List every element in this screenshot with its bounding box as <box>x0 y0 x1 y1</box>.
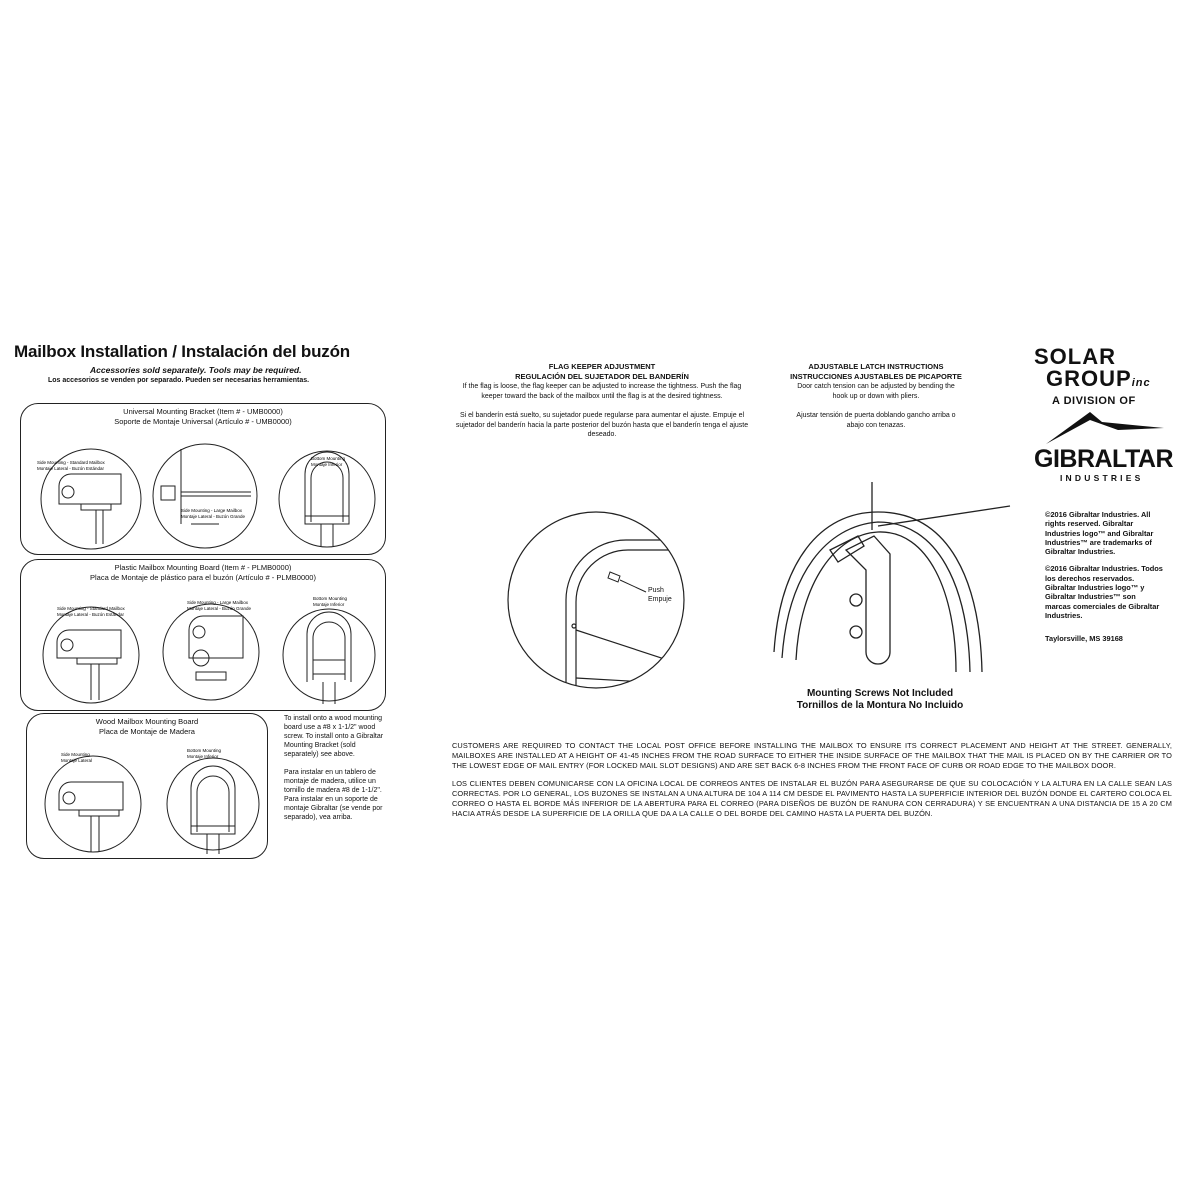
universal-bracket-illustration <box>21 404 385 554</box>
solar-group-logo <box>1034 346 1194 408</box>
svg-text:Montaje Lateral - Buzón Estánd: Montaje Lateral - Buzón Estándar <box>37 466 105 471</box>
svg-text:Bottom Mounting: Bottom Mounting <box>311 456 346 461</box>
subtitle-es: Los accesorios se venden por separado. Pueden ser necesarias herramientas. <box>48 377 310 384</box>
flag-keeper-heading-es: REGULACIÓN DEL SUJETADOR DEL BANDERÍN <box>515 371 689 381</box>
latch-diagram <box>760 482 1020 682</box>
panel-title-es: Placa de Montaje de Madera <box>99 727 195 736</box>
inc-text: inc <box>1131 377 1151 389</box>
group-text: GROUP <box>1046 366 1132 391</box>
legal-location: Taylorsville, MS 39168 <box>1045 634 1123 644</box>
placement-notice-en: CUSTOMERS ARE REQUIRED TO CONTACT THE LOCAL POST OFFICE BEFORE INSTALLING THE MAILBOX TO ENSURE ITS CORRECT PLACEMENT AND HEIGHT AT THE STREET. GENERALLY, MAILBOXES ARE INSTALLED AT A HEIGHT OF 41-45 INCHES FROM THE ROAD SURFACE TO EITHER THE INSIDE SURFACE OF THE MAILBOX THAT THE MAIL IS PLACED ON BY THE CARRIER OR TO THE LOWEST EDGE OF MAIL ENTRY (FOR LOCKED MAIL SLOT DESIGNS) AND ARE SET BACK 6-8 INCHES FROM THE FRONT FACE OF CURB OR ROAD EDGE TO THE MAILBOX DOOR. <box>452 741 1172 771</box>
svg-text:Bottom Mounting: Bottom Mounting <box>313 596 348 601</box>
plastic-board-illustration <box>21 560 385 710</box>
latch-body-es: Ajustar tensión de puerta doblando gancho arriba o abajo con tenazas. <box>796 412 956 429</box>
push-callout-en: Push <box>648 587 664 594</box>
svg-text:Montaje Inferior: Montaje Inferior <box>187 754 219 759</box>
gibraltar-mountain-icon <box>1046 408 1166 444</box>
panel-title-en: Wood Mailbox Mounting Board <box>95 717 199 726</box>
wood-note-es: Para instalar en un tablero de montaje de madera, utilice un tornillo de madera #8 de 1-1/2". Para instalar en un soporte de montaje Gibraltar (se vende por separado), vea arriba. <box>284 769 383 821</box>
solar-text: SOLAR <box>1034 344 1116 369</box>
svg-text:Side Mounting - Large Mailbox: Side Mounting - Large Mailbox <box>187 600 249 605</box>
mounting-screws-en: Mounting Screws Not Included <box>806 688 954 699</box>
flag-keeper-body-es: Si el banderín está suelto, su sujetador puede regularse para aumentar el ajuste. Empuje el sujetador del banderín hacia la parte posterior del buzón hasta que el banderín tenga el ajuste deseado. <box>455 412 749 438</box>
svg-text:Side Mounting: Side Mounting <box>61 752 90 757</box>
flag-keeper-heading-en: FLAG KEEPER ADJUSTMENT <box>548 362 656 371</box>
svg-text:Side Mounting - Large Mailbox: Side Mounting - Large Mailbox <box>181 508 243 513</box>
svg-text:Montaje Lateral - Buzón Estánd: Montaje Lateral - Buzón Estándar <box>57 612 125 617</box>
placement-notice-es: LOS CLIENTES DEBEN COMUNICARSE CON LA OFICINA LOCAL DE CORREOS ANTES DE INSTALAR EL BUZÓN PARA ASEGURARSE DE QUE SU COLOCACIÓN Y LA ALTURA EN LA CALLE SEAN LAS CORRECTAS. POR LO GENERAL, LOS BUZONES SE INSTALAN A UNA ALTURA DE 104 A 114 CM DESDE EL PAVIMENTO HASTA LA SUPERFICIE INTERIOR DEL BUZÓN DONDE EL CARTERO COLOCA EL CORREO O HASTA EL BORDE MÁS INFERIOR DE LA ABERTURA PARA EL CORREO (PARA DISEÑOS DE BUZÓN DE RANURA CON CERRADURA) Y SE ENCUENTRAN A UNA DISTANCIA DE 15 A 20 CM HACIA ATRÁS DESDE LA SUPERFICIE DE LA ORILLA QUE DA A LA CALLE O DEL BORDE DEL CAMINO HASTA LA PUERTA DEL BUZÓN. <box>452 778 1172 819</box>
svg-text:Montaje Inferior: Montaje Inferior <box>311 462 343 467</box>
wood-note-en: To install onto a wood mounting board use a #8 x 1-1/2" wood screw. To install onto a Gibraltar Mounting Bracket (sold separately) see above. <box>284 715 384 758</box>
panel-title-es: Soporte de Montaje Universal (Artículo # - UMB0000) <box>114 417 292 426</box>
panel-title-en: Universal Mounting Bracket (Item # - UMB0000) <box>123 407 283 416</box>
latch-body-en: Door catch tension can be adjusted by bending the hook up or down with pliers. <box>797 383 955 400</box>
mounting-screws-es: Tornillos de la Montura No Incluido <box>796 700 964 711</box>
svg-text:Montaje Lateral - Buzón Grande: Montaje Lateral - Buzón Grande <box>187 606 252 611</box>
latch-heading-en: ADJUSTABLE LATCH INSTRUCTIONS <box>808 362 944 371</box>
division-text: A DIVISION OF <box>1052 395 1136 407</box>
wood-board-illustration <box>27 714 267 858</box>
legal-es: ©2016 Gibraltar Industries. Todos los derechos reservados. Gibraltar Industries logo™ y Gibraltar Industries™ son marcas comerciales de Gibraltar Industries. <box>1045 564 1163 620</box>
panel-plastic-board <box>20 559 386 711</box>
subtitle-en: Accessories sold separately. Tools may be required. <box>90 365 302 375</box>
push-callout-es: Empuje <box>648 596 672 603</box>
panel1-label-side-std: Side Mounting - Standard Mailbox <box>37 460 105 465</box>
svg-text:Montaje Inferior: Montaje Inferior <box>313 602 345 607</box>
industries-text: INDUSTRIES <box>1060 473 1144 483</box>
flag-keeper-body-en: If the flag is loose, the flag keeper can be adjusted to increase the tightness. Push the flag keeper toward the back of the mailbox until the flag is at the desired tightness. <box>462 383 742 400</box>
gibraltar-text: GIBRALTAR <box>1034 445 1173 473</box>
svg-text:Montaje Lateral - Buzón Grande: Montaje Lateral - Buzón Grande <box>181 514 246 519</box>
page-title: Mailbox Installation / Instalación del buzón <box>14 342 350 361</box>
legal-en: ©2016 Gibraltar Industries. All rights reserved. Gibraltar Industries logo™ and Gibraltar Industries™ are trademarks of Gibraltar Industries. <box>1045 510 1154 557</box>
latch-heading-es: INSTRUCCIONES AJUSTABLES DE PICAPORTE <box>790 371 962 381</box>
panel-title-en: Plastic Mailbox Mounting Board (Item # - PLMB0000) <box>114 563 292 572</box>
svg-text:Bottom Mounting: Bottom Mounting <box>187 748 222 753</box>
panel-title-es: Placa de Montaje de plástico para el buzón (Artículo # - PLMB0000) <box>90 573 316 582</box>
panel-wood-board <box>26 713 268 859</box>
panel-universal-bracket <box>20 403 386 555</box>
svg-text:Montaje Lateral: Montaje Lateral <box>61 758 93 763</box>
svg-text:Side Mounting - Standard Mailb: Side Mounting - Standard Mailbox <box>57 606 125 611</box>
